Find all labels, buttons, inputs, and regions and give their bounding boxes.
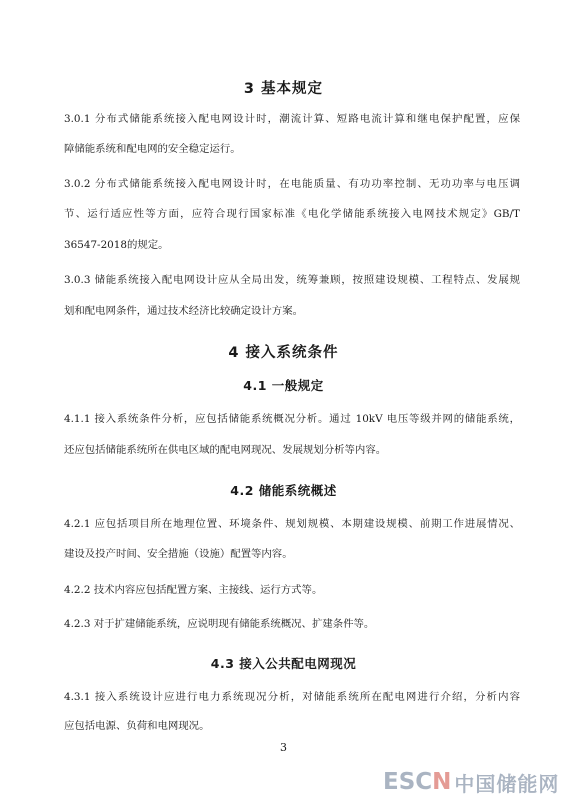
para-4-1-1-line-1: 4.1.1 接入系统条件分析，应包括储能系统概况分析。通过 10kV 电压等级并网的储能系统， <box>64 413 520 425</box>
para-4-2-1-line-2: 建设及投产时间、安全措施（设施）配置等内容。 <box>64 548 293 560</box>
para-3-0-1-line-2: 障储能系统和配电网的安全稳定运行。 <box>64 143 241 155</box>
para-3-0-3-line-2: 划和配电网条件，通过技术经济比较确定设计方案。 <box>64 305 303 317</box>
logo-esc-text: ESC <box>383 769 433 795</box>
para-4-2-3: 4.2.3 对于扩建储能系统，应说明现有储能系统概况、扩建条件等。 <box>64 618 375 630</box>
para-4-2-2: 4.2.2 技术内容应包括配置方案、主接线、运行方式等。 <box>64 584 323 596</box>
logo-n-text: N <box>432 769 452 795</box>
para-4-3-1-line-1: 4.3.1 接入系统设计应进行电力系统现况分析，对储能系统所在配电网进行介绍，分析内容 <box>64 691 520 703</box>
para-3-0-2-line-3: 36547-2018的规定。 <box>64 239 169 251</box>
para-3-0-3-line-1: 3.0.3 储能系统接入配电网设计应从全局出发，统筹兼顾，按照建设规模、工程特点、发展规 <box>64 274 520 286</box>
page-number: 3 <box>280 741 287 754</box>
logo-chinese-text: 中国储能网 <box>454 771 560 796</box>
para-3-0-2-line-1: 3.0.2 分布式储能系统接入配电网设计时，在电能质量、有功功率控制、无功功率与电压调 <box>64 178 520 190</box>
chapter-3-heading: 3 基本规定 <box>243 81 324 97</box>
section-4-1-heading: 4.1 一般规定 <box>243 378 324 393</box>
escn-watermark-logo <box>383 768 559 796</box>
para-3-0-1-line-1: 3.0.1 分布式储能系统接入配电网设计时，潮流计算、短路电流计算和继电保护配置，应保 <box>64 113 520 125</box>
para-4-1-1-line-2: 还应包括储能系统所在供电区域的配电网现况、发展规划分析等内容。 <box>64 444 387 456</box>
section-4-3-heading: 4.3 接入公共配电网现况 <box>210 656 357 671</box>
chapter-4-heading: 4 接入系统条件 <box>228 345 339 361</box>
para-3-0-2-line-2: 节、运行适应性等方面，应符合现行国家标准《电化学储能系统接入电网技术规定》GB/T <box>64 208 520 220</box>
para-4-3-1-line-2: 应包括电源、负荷和电网现况。 <box>64 720 210 732</box>
para-4-2-1-line-1: 4.2.1 应包括项目所在地理位置、环境条件、规划规模、本期建设规模、前期工作进展情况、 <box>64 518 520 530</box>
section-4-2-heading: 4.2 储能系统概述 <box>230 483 337 498</box>
